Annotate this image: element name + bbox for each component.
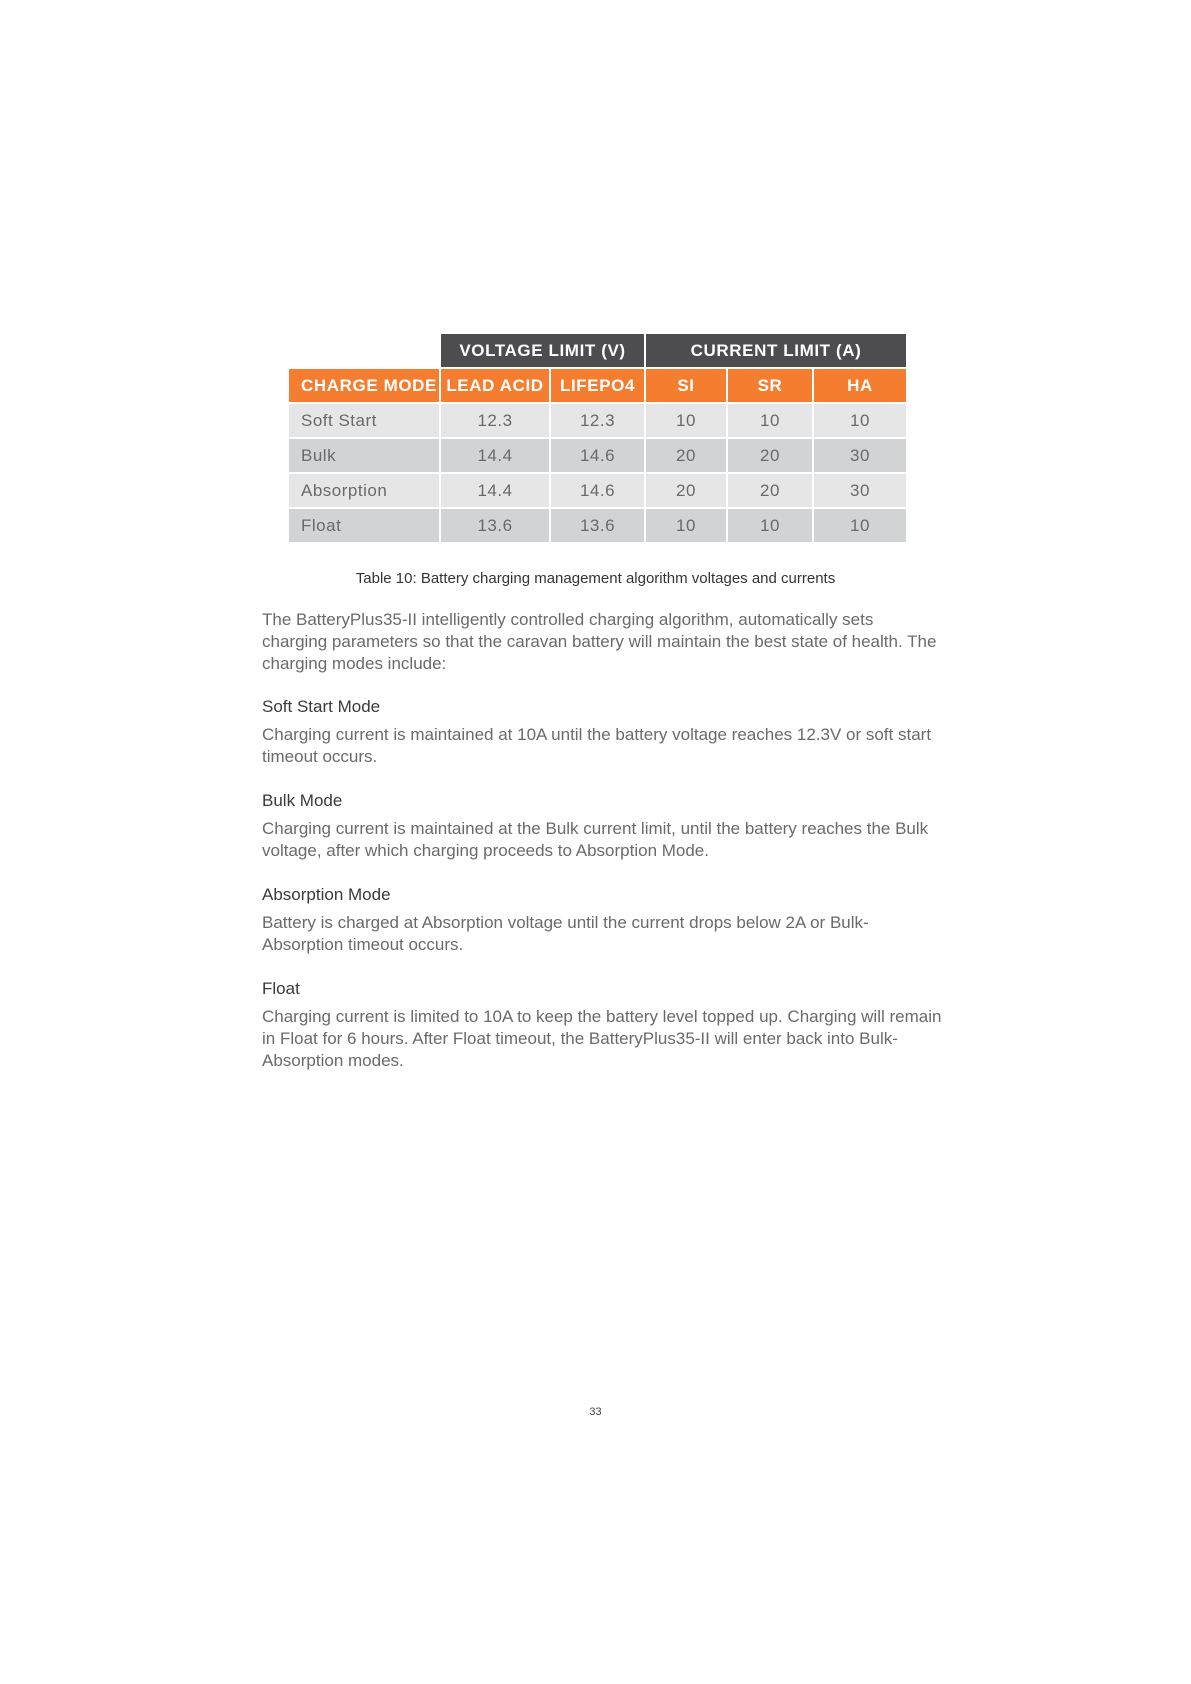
table-row	[289, 509, 906, 542]
cell-lifepo4: 13.6	[551, 509, 644, 542]
cell-mode: Bulk	[289, 439, 439, 472]
section-soft-start	[262, 696, 942, 768]
section-body: Charging current is maintained at the Bulk current limit, until the battery reaches the Bulk voltage, after which charging proceeds to Absorption Mode.	[262, 819, 929, 860]
cell-mode: Float	[289, 509, 439, 542]
column-header-lead-acid: LEAD ACID	[441, 369, 549, 402]
section-float	[262, 978, 942, 1072]
cell-si: 20	[646, 474, 726, 507]
section-absorption	[262, 884, 942, 956]
table-blank-header-cell	[289, 334, 439, 367]
cell-lead-acid: 12.3	[441, 404, 549, 437]
cell-mode: Absorption	[289, 474, 439, 507]
cell-mode: Soft Start	[289, 404, 439, 437]
cell-sr: 20	[728, 439, 812, 472]
cell-sr: 20	[728, 474, 812, 507]
section-title: Absorption Mode	[262, 885, 391, 904]
column-header-lifepo4: LIFEPO4	[551, 369, 644, 402]
cell-sr: 10	[728, 404, 812, 437]
cell-lead-acid: 14.4	[441, 439, 549, 472]
charging-table	[287, 332, 908, 544]
column-header-sr: SR	[728, 369, 812, 402]
column-header-charge-mode: CHARGE MODE	[289, 369, 439, 402]
table-row	[289, 404, 906, 437]
cell-lifepo4: 14.6	[551, 439, 644, 472]
cell-si: 10	[646, 509, 726, 542]
cell-lead-acid: 13.6	[441, 509, 549, 542]
page-number: 33	[589, 1406, 602, 1418]
section-title: Soft Start Mode	[262, 697, 381, 716]
cell-ha: 30	[814, 439, 906, 472]
cell-lead-acid: 14.4	[441, 474, 549, 507]
current-limit-header: CURRENT LIMIT (A)	[646, 334, 906, 367]
section-body: Charging current is maintained at 10A until the battery voltage reaches 12.3V or soft start timeout occurs.	[262, 725, 932, 766]
column-header-si: SI	[646, 369, 726, 402]
cell-sr: 10	[728, 509, 812, 542]
table-caption: Table 10: Battery charging management algorithm voltages and currents	[355, 570, 836, 587]
section-body: Charging current is limited to 10A to keep the battery level topped up. Charging will remain in Float for 6 hours. After Float timeout, the BatteryPlus35-II will enter back into Bulk-Absorption modes.	[262, 1007, 942, 1070]
section-body: Battery is charged at Absorption voltage until the current drops below 2A or Bulk-Absorption timeout occurs.	[262, 913, 869, 954]
table-column-header-row	[289, 369, 906, 402]
voltage-limit-header: VOLTAGE LIMIT (V)	[441, 334, 644, 367]
section-title: Float	[262, 979, 300, 998]
section-bulk	[262, 790, 942, 862]
cell-lifepo4: 12.3	[551, 404, 644, 437]
cell-ha: 10	[814, 404, 906, 437]
column-header-ha: HA	[814, 369, 906, 402]
table-row	[289, 474, 906, 507]
section-title: Bulk Mode	[262, 791, 343, 810]
cell-lifepo4: 14.6	[551, 474, 644, 507]
cell-ha: 10	[814, 509, 906, 542]
table-group-header-row	[289, 334, 906, 367]
table-row	[289, 439, 906, 472]
cell-si: 20	[646, 439, 726, 472]
cell-si: 10	[646, 404, 726, 437]
intro-paragraph: The BatteryPlus35-II intelligently controlled charging algorithm, automatically sets charging parameters so that the caravan battery will maintain the best state of health. The charging modes include:	[262, 610, 937, 673]
cell-ha: 30	[814, 474, 906, 507]
